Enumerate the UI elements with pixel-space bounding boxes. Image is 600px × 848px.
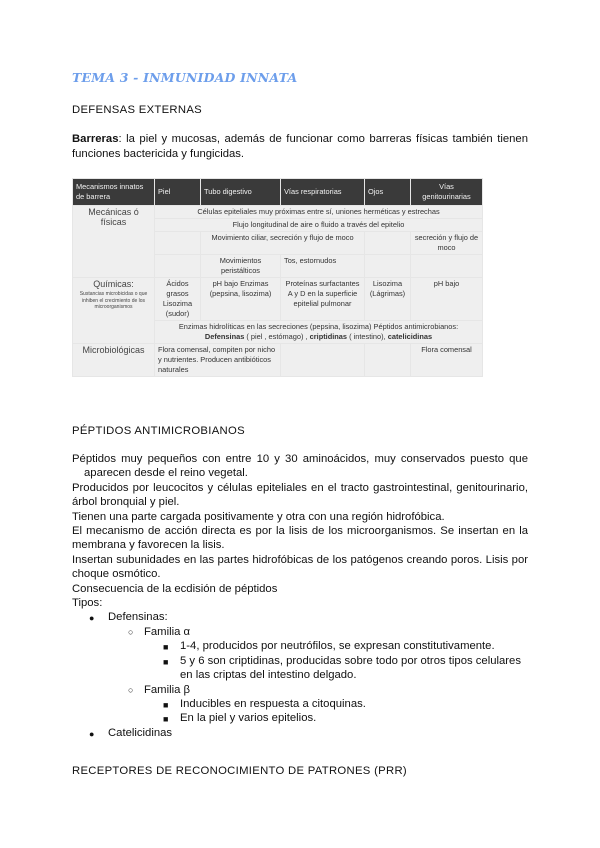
table-cell: [365, 344, 411, 377]
list-item-continuation: en las criptas del intestino delgado.: [180, 669, 357, 682]
table-cell: Movimientos peristálticos: [201, 255, 281, 278]
table-cell: Flujo longitudinal de aire o fluido a través del epitelio: [155, 219, 483, 232]
list-item: [72, 639, 528, 653]
list-item-text: 1-4, producidos por neutrófilos, se expresan constitutivamente.: [180, 640, 495, 653]
body-line: aparecen desde el reino vegetal.: [84, 467, 248, 480]
defensinas-bold: Defensinas: [204, 332, 245, 341]
criptidinas-text: ( intestino),: [347, 332, 386, 341]
section-heading-prr: RECEPTORES DE RECONOCIMIENTO DE PATRONES (PRR): [72, 765, 407, 777]
bullet-dot-icon: ●: [89, 728, 95, 739]
body-line: choque osmótico.: [72, 568, 161, 581]
enzimas-text: Enzimas hidrolíticas en las secreciones (pepsina, lisozima) Péptidos antimicrobianos:: [178, 322, 459, 331]
table-cell: [281, 344, 365, 377]
bullet-square-icon: ■: [163, 714, 169, 725]
table-cell: secreción y flujo de moco: [411, 232, 483, 255]
list-item-text: En la piel y varios epitelios.: [180, 712, 317, 725]
body-line: El mecanismo de acción directa es por la lisis de los microorganismos. Se insertan en la: [72, 525, 528, 538]
list-item-text: 5 y 6 son criptidinas, producidas sobre todo por otros tipos celulares: [180, 654, 521, 667]
list-item-text: Familia α: [144, 625, 191, 638]
mecanicas-label: Mecánicas ó físicas: [73, 206, 155, 278]
header-mecanismos: Mecanismos innatos de barrera: [73, 179, 155, 206]
header-vias-genitourinarias: Vías genitourinarias: [411, 179, 483, 206]
list-item-text: Inducibles en respuesta a citoquinas.: [180, 697, 366, 710]
table-cell: pH bajo Enzimas (pepsina, lisozima): [201, 278, 281, 321]
table-cell: [155, 255, 201, 278]
bullet-dot-icon: ●: [89, 613, 95, 624]
table-row: [73, 278, 483, 321]
body-line: Producidos por leucocitos y células epiteliales en el tracto gastrointestinal, genitourinario,: [72, 481, 528, 494]
table-cell: Movimiento ciliar, secreción y flujo de moco: [201, 232, 365, 255]
body-line: Insertan subunidades en las partes hidrofóbicas de los patógenos creando poros. Lisis por: [72, 553, 528, 566]
table-cell: [365, 232, 411, 255]
table-cell: Proteínas surfactantes A y D en la superficie epitelial pulmonar: [281, 278, 365, 321]
table-cell: pH bajo: [411, 278, 483, 321]
header-vias-respiratorias: Vías respiratorias: [281, 179, 365, 206]
body-line: Tipos:: [72, 597, 103, 610]
list-item-text: Catelicidinas: [108, 726, 173, 739]
body-line: Tienen una parte cargada positivamente y otra con una región hidrofóbica.: [72, 510, 445, 523]
table-cell: [155, 232, 201, 255]
list-item-text: Familia β: [144, 683, 191, 696]
peptidos-body: [72, 452, 528, 740]
list-item-text: Defensinas:: [108, 611, 168, 624]
list-item: [72, 711, 528, 725]
table-cell: [411, 255, 483, 278]
table-header-row: [73, 179, 483, 206]
list-item: [72, 697, 528, 711]
barreras-label: Barreras: [72, 133, 119, 145]
catelicidinas-bold: catelicidinas: [387, 332, 433, 341]
header-piel: Piel: [155, 179, 201, 206]
table-cell: Lisozima (Lágrimas): [365, 278, 411, 321]
micro-label: Microbiológicas: [73, 344, 155, 377]
bullet-circle-icon: ○: [128, 684, 134, 695]
bullet-square-icon: ■: [163, 699, 169, 710]
quimicas-sublabel: Sustancias microbicidas o que inhiben el crecimiento de los microorganismos: [79, 291, 148, 310]
table-row: [73, 206, 483, 219]
bullet-square-icon: ■: [163, 656, 169, 667]
table-cell: Flora comensal, compiten por nicho y nutrientes. Producen antibióticos naturales: [155, 344, 281, 377]
table-row: [73, 344, 483, 377]
quimicas-label: Químicas:: [93, 279, 134, 289]
table-cell: Tos, estornudos: [281, 255, 365, 278]
table-cell: Flora comensal: [411, 344, 483, 377]
bullet-square-icon: ■: [163, 642, 169, 653]
table-cell: Ácidos grasos Lisozima (sudor): [155, 278, 201, 321]
list-item: [72, 625, 528, 639]
defensinas-text: ( piel , estómago) ,: [244, 332, 308, 341]
document-title: TEMA 3 - INMUNIDAD INNATA: [72, 70, 298, 85]
body-line: Consecuencia de la ecdisión de péptidos: [72, 582, 278, 595]
table-cell: [365, 255, 411, 278]
list-item: [72, 726, 528, 740]
body-line: árbol bronquial y piel.: [72, 496, 180, 509]
section-heading-defensas: DEFENSAS EXTERNAS: [72, 104, 203, 116]
header-tubo-digestivo: Tubo digestivo: [201, 179, 281, 206]
criptidinas-bold: criptidinas: [309, 332, 348, 341]
header-ojos: Ojos: [365, 179, 411, 206]
barrier-mechanisms-table: [72, 178, 483, 377]
body-line: Péptidos muy pequeños con entre 10 y 30 aminoácidos, muy conservados puesto que: [72, 453, 528, 465]
barreras-text: : la piel y mucosas, además de funcionar como barreras físicas también tienen funciones bactericida y fungicidas.: [72, 133, 528, 160]
quimicas-label-cell: [73, 278, 155, 344]
table-cell: Células epiteliales muy próximas entre sí, uniones herméticas y estrechas: [155, 206, 483, 219]
list-item: [72, 610, 528, 624]
list-item: [72, 683, 528, 697]
list-item: [72, 654, 528, 668]
body-line: membrana y favorecen la lisis.: [72, 539, 225, 552]
bullet-circle-icon: ○: [128, 626, 134, 637]
section-heading-peptidos: PÉPTIDOS ANTIMICROBIANOS: [72, 425, 245, 437]
barreras-paragraph: [72, 132, 528, 161]
table-cell-peptidos: [155, 321, 483, 344]
